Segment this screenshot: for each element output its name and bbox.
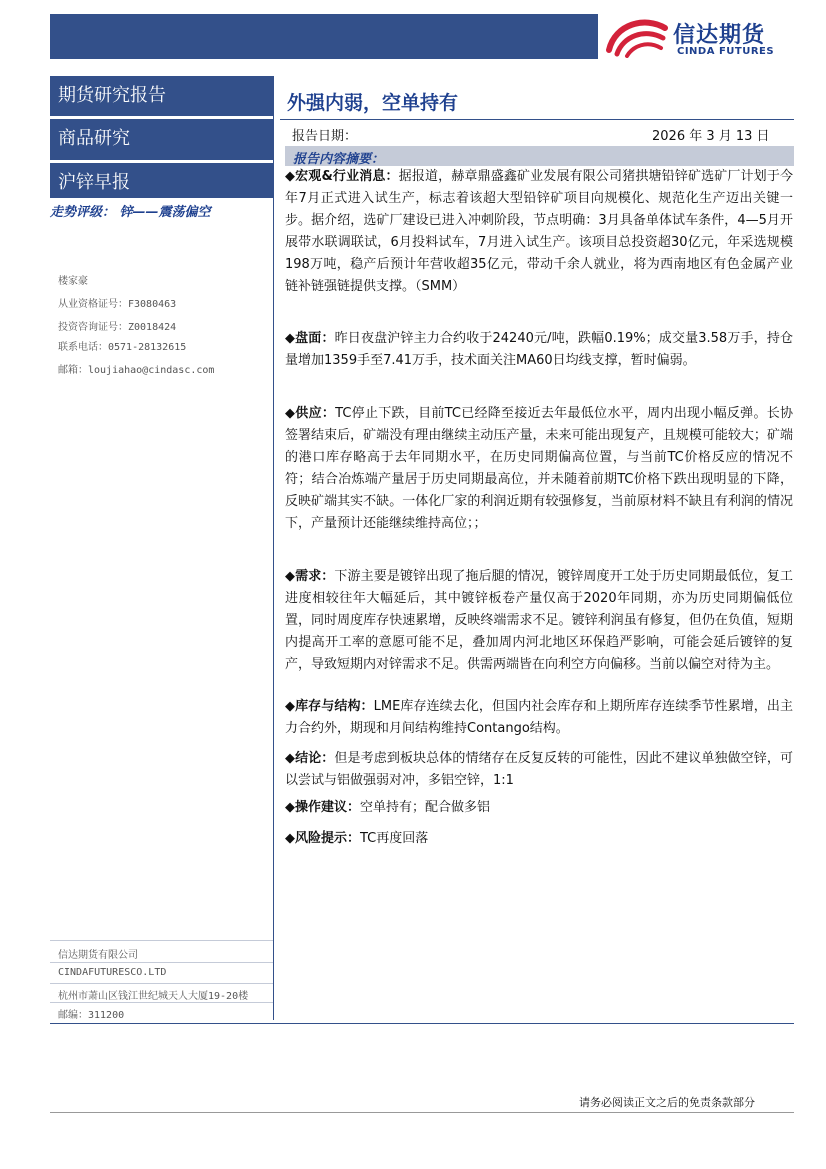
logo-text-en: CINDA FUTURES: [677, 46, 775, 57]
sidebar-divider: [273, 76, 274, 1020]
footer-divider: [50, 1002, 273, 1003]
paragraph-risk: [285, 828, 793, 850]
analyst-email[interactable]: 邮箱：loujiahao@cindasc.com: [58, 365, 215, 376]
company-address: 杭州市萧山区钱江世纪城天人大厦19-20楼: [58, 991, 249, 1002]
paragraph-supply: [285, 403, 793, 535]
summary-header: [285, 146, 794, 166]
footer-divider: [50, 1112, 794, 1113]
sidebar-item-product: [50, 163, 273, 198]
paragraph-text: 下游主要是镀锌出现了拖后腿的情况，镀锌周度开工处于历史同期最低位，复工进度相较往年大幅延后，其中镀锌板卷产量仅高于2020年同期，亦为历史同期偏低位置，同时周度库存快速累增，反映终端需求不足。镀锌利润虽有修复，但仍在负值，短期内提高开工率的意愿可能不足，叠加周内河北地区环保趋严影响，可能会延后镀锌的复产，导致短期内对锌需求不足。供需两端皆在向利空方向偏移。当前以偏空对待为主。: [285, 569, 793, 672]
paragraph-text: TC再度回落: [360, 831, 429, 846]
analyst-qualification: 从业资格证号：F3080463: [58, 299, 177, 310]
footer-divider: [50, 962, 273, 963]
paragraph-advice: [285, 797, 793, 819]
paragraph-label: ◆风险提示：: [285, 831, 360, 846]
trend-rating: 走势评级： 锌——震荡偏空: [50, 205, 211, 220]
page-divider: [50, 1023, 794, 1024]
report-date-label: 报告日期：: [292, 129, 358, 144]
analyst-consult-id: 投资咨询证号：Z0018424: [58, 322, 177, 333]
analyst-phone: 联系电话：0571-28132615: [58, 342, 187, 353]
paragraph-label: ◆宏观&行业消息：: [285, 169, 399, 184]
header-banner: [50, 14, 598, 59]
footer-divider: [50, 940, 273, 941]
paragraph-text: LME库存连续去化，但国内社会库存和上期所库存连续季节性累增，出主力合约外，期现和月间结构维持Contango结构。: [285, 699, 793, 736]
paragraph-text: 据报道，赫章鼎盛鑫矿业发展有限公司猪拱塘铅锌矿选矿厂计划于今年7月正式进入试生产，标志着该超大型铅锌矿项目向规模化、规范化生产迈出关键一步。据介绍，选矿厂建设已进入冲刺阶段，节点明确：3月具备单体试车条件，4—5月开展带水联调联试，6月投料试车，7月进入试生产。该项目总投资超30亿元，年采选规模198万吨，稳产后预计年营收超35亿元，带动千余人就业，将为西南地区有色金属产业链补链强链提供支撑。（SMM）: [285, 169, 793, 294]
paragraph-text: 昨日夜盘沪锌主力合约收于24240元/吨，跌幅0.19%；成交量3.58万手，持仓量增加1359手至7.41万手，技术面关注MA60日均线支撑，暂时偏弱。: [285, 331, 793, 368]
title-divider: [280, 119, 794, 120]
sidebar-item-label: 商品研究: [58, 128, 130, 149]
disclaimer-text: 请务必阅读正文之后的免责条款部分: [579, 1096, 755, 1109]
report-date-value: 2026 年 3 月 13 日: [652, 129, 770, 144]
summary-header-label: 报告内容摘要：: [293, 152, 385, 167]
sidebar-item-category: [50, 119, 273, 160]
paragraph-text: TC停止下跌，目前TC已经降至接近去年最低位水平，周内出现小幅反弹。长协签署结束后，矿端没有理由继续主动压产量，未来可能出现复产，且规模可能较大；矿端的港口库存略高于去年同期水平，在历史同期偏高位置，与当前TC价格反应的情况不符；结合冶炼端产量居于历史同期最高位，并未随着前期TC价格下跌出现明显的下降，反映矿端其实不缺。一体化厂家的利润近期有较强修复，当前原材料不缺且有利润的情况下，产量预计还能继续维持高位；；: [285, 406, 794, 531]
report-title: 外强内弱，空单持有: [287, 92, 459, 114]
company-name: 信达期货有限公司: [58, 950, 138, 961]
company-postcode: 邮编：311200: [58, 1010, 125, 1021]
paragraph-label: ◆需求：: [285, 569, 335, 584]
paragraph-demand: [285, 566, 793, 676]
paragraph-label: ◆操作建议：: [285, 800, 360, 815]
paragraph-label: ◆盘面：: [285, 331, 335, 346]
footer-divider: [50, 983, 273, 984]
logo-text-cn: 信达期货: [673, 23, 766, 48]
paragraph-text: 空单持有；配合做多铝: [360, 800, 491, 815]
paragraph-market: [285, 328, 793, 372]
sidebar-item-report-type: [50, 76, 273, 116]
sidebar-item-label: 沪锌早报: [58, 172, 130, 193]
company-logo: [605, 14, 795, 64]
sidebar-item-label: 期货研究报告: [58, 85, 166, 106]
company-name-en: CINDAFUTURESCO.LTD: [58, 967, 167, 978]
logo-mark-icon: [605, 18, 669, 58]
paragraph-label: ◆供应：: [285, 406, 336, 421]
paragraph-conclusion: [285, 748, 793, 792]
paragraph-text: 但是考虑到板块总体的情绪存在反复反转的可能性，因此不建议单独做空锌，可以尝试与铝做强弱对冲，多铝空锌，1:1: [285, 751, 793, 788]
analyst-name: 楼家豪: [58, 276, 88, 287]
paragraph-macro: [285, 166, 793, 298]
paragraph-inventory: [285, 696, 793, 740]
paragraph-label: ◆结论：: [285, 751, 335, 766]
paragraph-label: ◆库存与结构：: [285, 699, 374, 714]
